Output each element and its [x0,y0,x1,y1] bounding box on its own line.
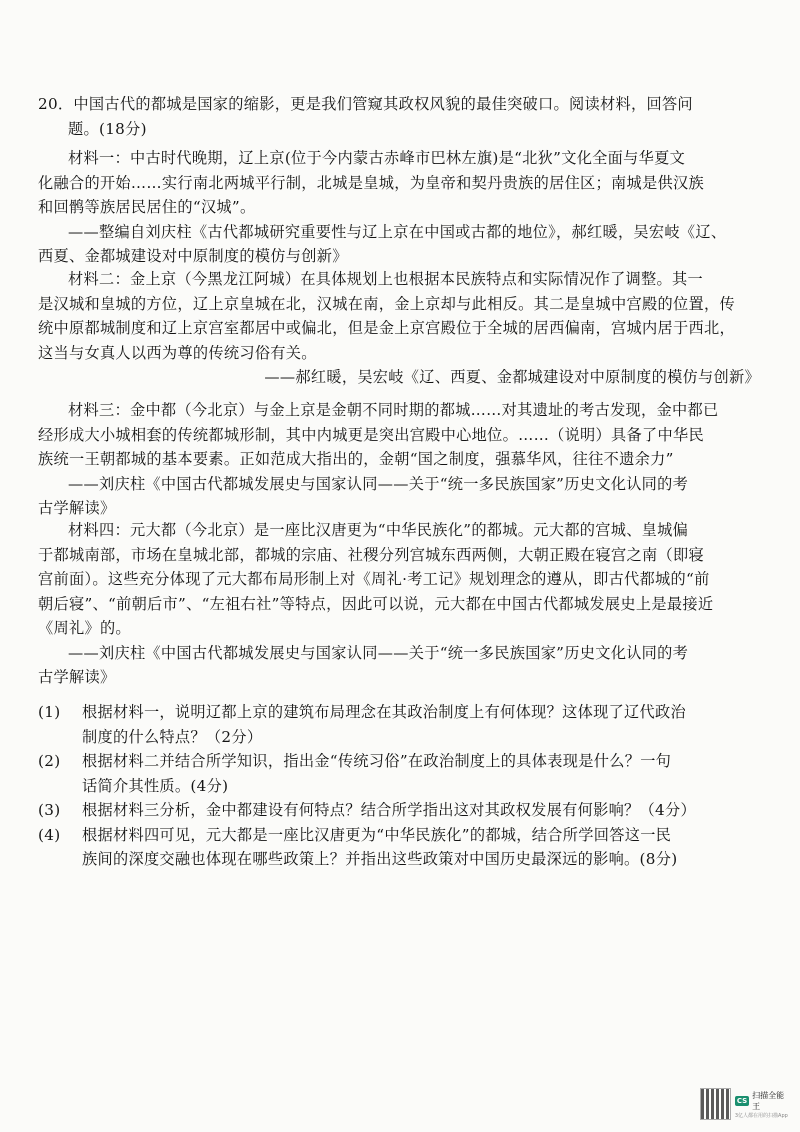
material-4-line: 《周礼》的。 [38,619,131,637]
sub-question-text: 根据材料一，说明辽都上京的建筑布局理念在其政治制度上有何体现？这体现了辽代政治 [82,703,687,721]
question-line-2: 题。(18分) [68,119,147,138]
material-2-line: 是汉城和皇城的方位，辽上京皇城在北，汉城在南，金上京却与此相反。其二是皇城中宫殿的位置，传 [38,294,735,313]
material-4-line: 朝后寝”、“前朝后市”、“左祖右社”等特点，因此可以说，元大都在中国古代都城发展史上是最接近 [38,594,714,613]
scanner-title: 扫描全能王 [752,1090,785,1111]
sub-question-2 [38,749,760,798]
material-1-source: 西夏、金都城建设对中原制度的模仿与创新》 [38,247,348,265]
material-3-line: 经形成大小城相套的传统都城形制，其中内城更是突出宫殿中心地位。……（说明）具备了中华民 [38,425,704,444]
scanner-brand [735,1090,790,1119]
question-stem [38,92,760,141]
material-1-line: 化融合的开始……实行南北两城平行制，北城是皇城，为皇帝和契丹贵族的居住区；南城是供汉族 [38,173,704,192]
material-3 [38,398,760,521]
material-3-line: 族统一王朝都城的基本要素。正如范成大指出的，金朝“国之制度，强慕华风，往往不遗余力” [38,450,674,468]
material-4-source: ——刘庆柱《中国古代都城发展史与国家认同——关于“统一多民族国家”历史文化认同的考 [68,643,689,662]
sub-question-text: 话简介其性质。(4分) [82,776,229,795]
material-4-line: 于都城南部，市场在皇城北部，都城的宗庙、社稷分列宫城东西两侧，大朝正殿在寝宫之南（即寝 [38,545,704,564]
sub-question-text: 根据材料二并结合所学知识，指出金“传统习俗”在政治制度上的具体表现是什么？一句 [82,752,672,770]
sub-question-number: (4) [38,825,61,844]
material-2-source: ——郝红暖，吴宏岐《辽、西夏、金都城建设对中原制度的模仿与创新》 [264,368,760,386]
sub-question-number: (1) [38,703,61,721]
material-4-line: 宫前面）。这些充分体现了元大都布局形制上对《周礼·考工记》规划理念的遵从，即古代都城的“前 [38,570,710,588]
qr-code-icon [700,1088,731,1120]
sub-question-number: (2) [38,752,61,770]
material-1-label: 材料一： [68,149,130,167]
material-3-label: 材料三： [68,401,130,419]
sub-question-1 [38,700,760,749]
sub-question-text: 族间的深度交融也体现在哪些政策上？并指出这些政策对中国历史最深远的影响。(8分) [82,850,678,868]
sub-question-number: (3) [38,801,61,819]
material-4-source: 古学解读》 [38,668,116,686]
material-4 [38,518,760,690]
material-1-line: 和回鹘等族居民居住的“汉城”。 [38,198,256,216]
question-number: 20． [38,95,74,113]
material-3-line: 材料三：金中都（今北京）与金上京是金朝不同时期的都城……对其遗址的考古发现，金中都已 [68,401,719,419]
sub-question-4 [38,823,760,872]
sub-question-text: 制度的什么特点？（2分） [82,727,263,746]
sub-question-text: 根据材料四可见，元大都是一座比汉唐更为“中华民族化”的都城，结合所学回答这一民 [82,825,672,844]
material-3-source: ——刘庆柱《中国古代都城发展史与国家认同——关于“统一多民族国家”历史文化认同的考 [68,474,689,493]
material-3-source: 古学解读》 [38,499,116,517]
material-2-line: 材料二：金上京（今黑龙江阿城）在具体规划上也根据本民族特点和实际情况作了调整。其一 [68,270,703,288]
cs-logo: CS [736,1096,748,1105]
material-2 [38,267,760,390]
material-4-line: 材料四：元大都（今北京）是一座比汉唐更为“中华民族化”的都城。元大都的宫城、皇城偏 [68,521,689,539]
scanner-watermark [700,1086,790,1122]
material-1 [38,146,760,269]
material-1-line: 材料一：中古时代晚期，辽上京(位于今内蒙古赤峰市巴林左旗)是“北狄”文化全面与华夏文 [68,149,686,167]
sub-questions [38,700,760,872]
scanner-subtitle: 3亿人都在用的扫描App [734,1112,788,1119]
sub-question-text: 根据材料三分析，金中都建设有何特点？结合所学指出这对其政权发展有何影响？（4分） [82,801,696,819]
sub-question-3 [38,798,760,823]
material-2-label: 材料二： [68,270,130,288]
question-line-1: 20．中国古代的都城是国家的缩影，更是我们管窥其政权风貌的最佳突破口。阅读材料，回答问 [38,95,693,113]
material-4-label: 材料四： [68,521,130,539]
material-2-line: 这当与女真人以西为尊的传统习俗有关。 [38,343,317,362]
material-2-line: 统中原都城制度和辽上京宫室都居中或偏北，但是金上京宫殿位于全城的居西偏南，宫城内居于西北， [38,319,735,337]
material-1-source: ——整编自刘庆柱《古代都城研究重要性与辽上京在中国或古都的地位》，郝红暖，吴宏岐《辽、 [68,222,727,241]
